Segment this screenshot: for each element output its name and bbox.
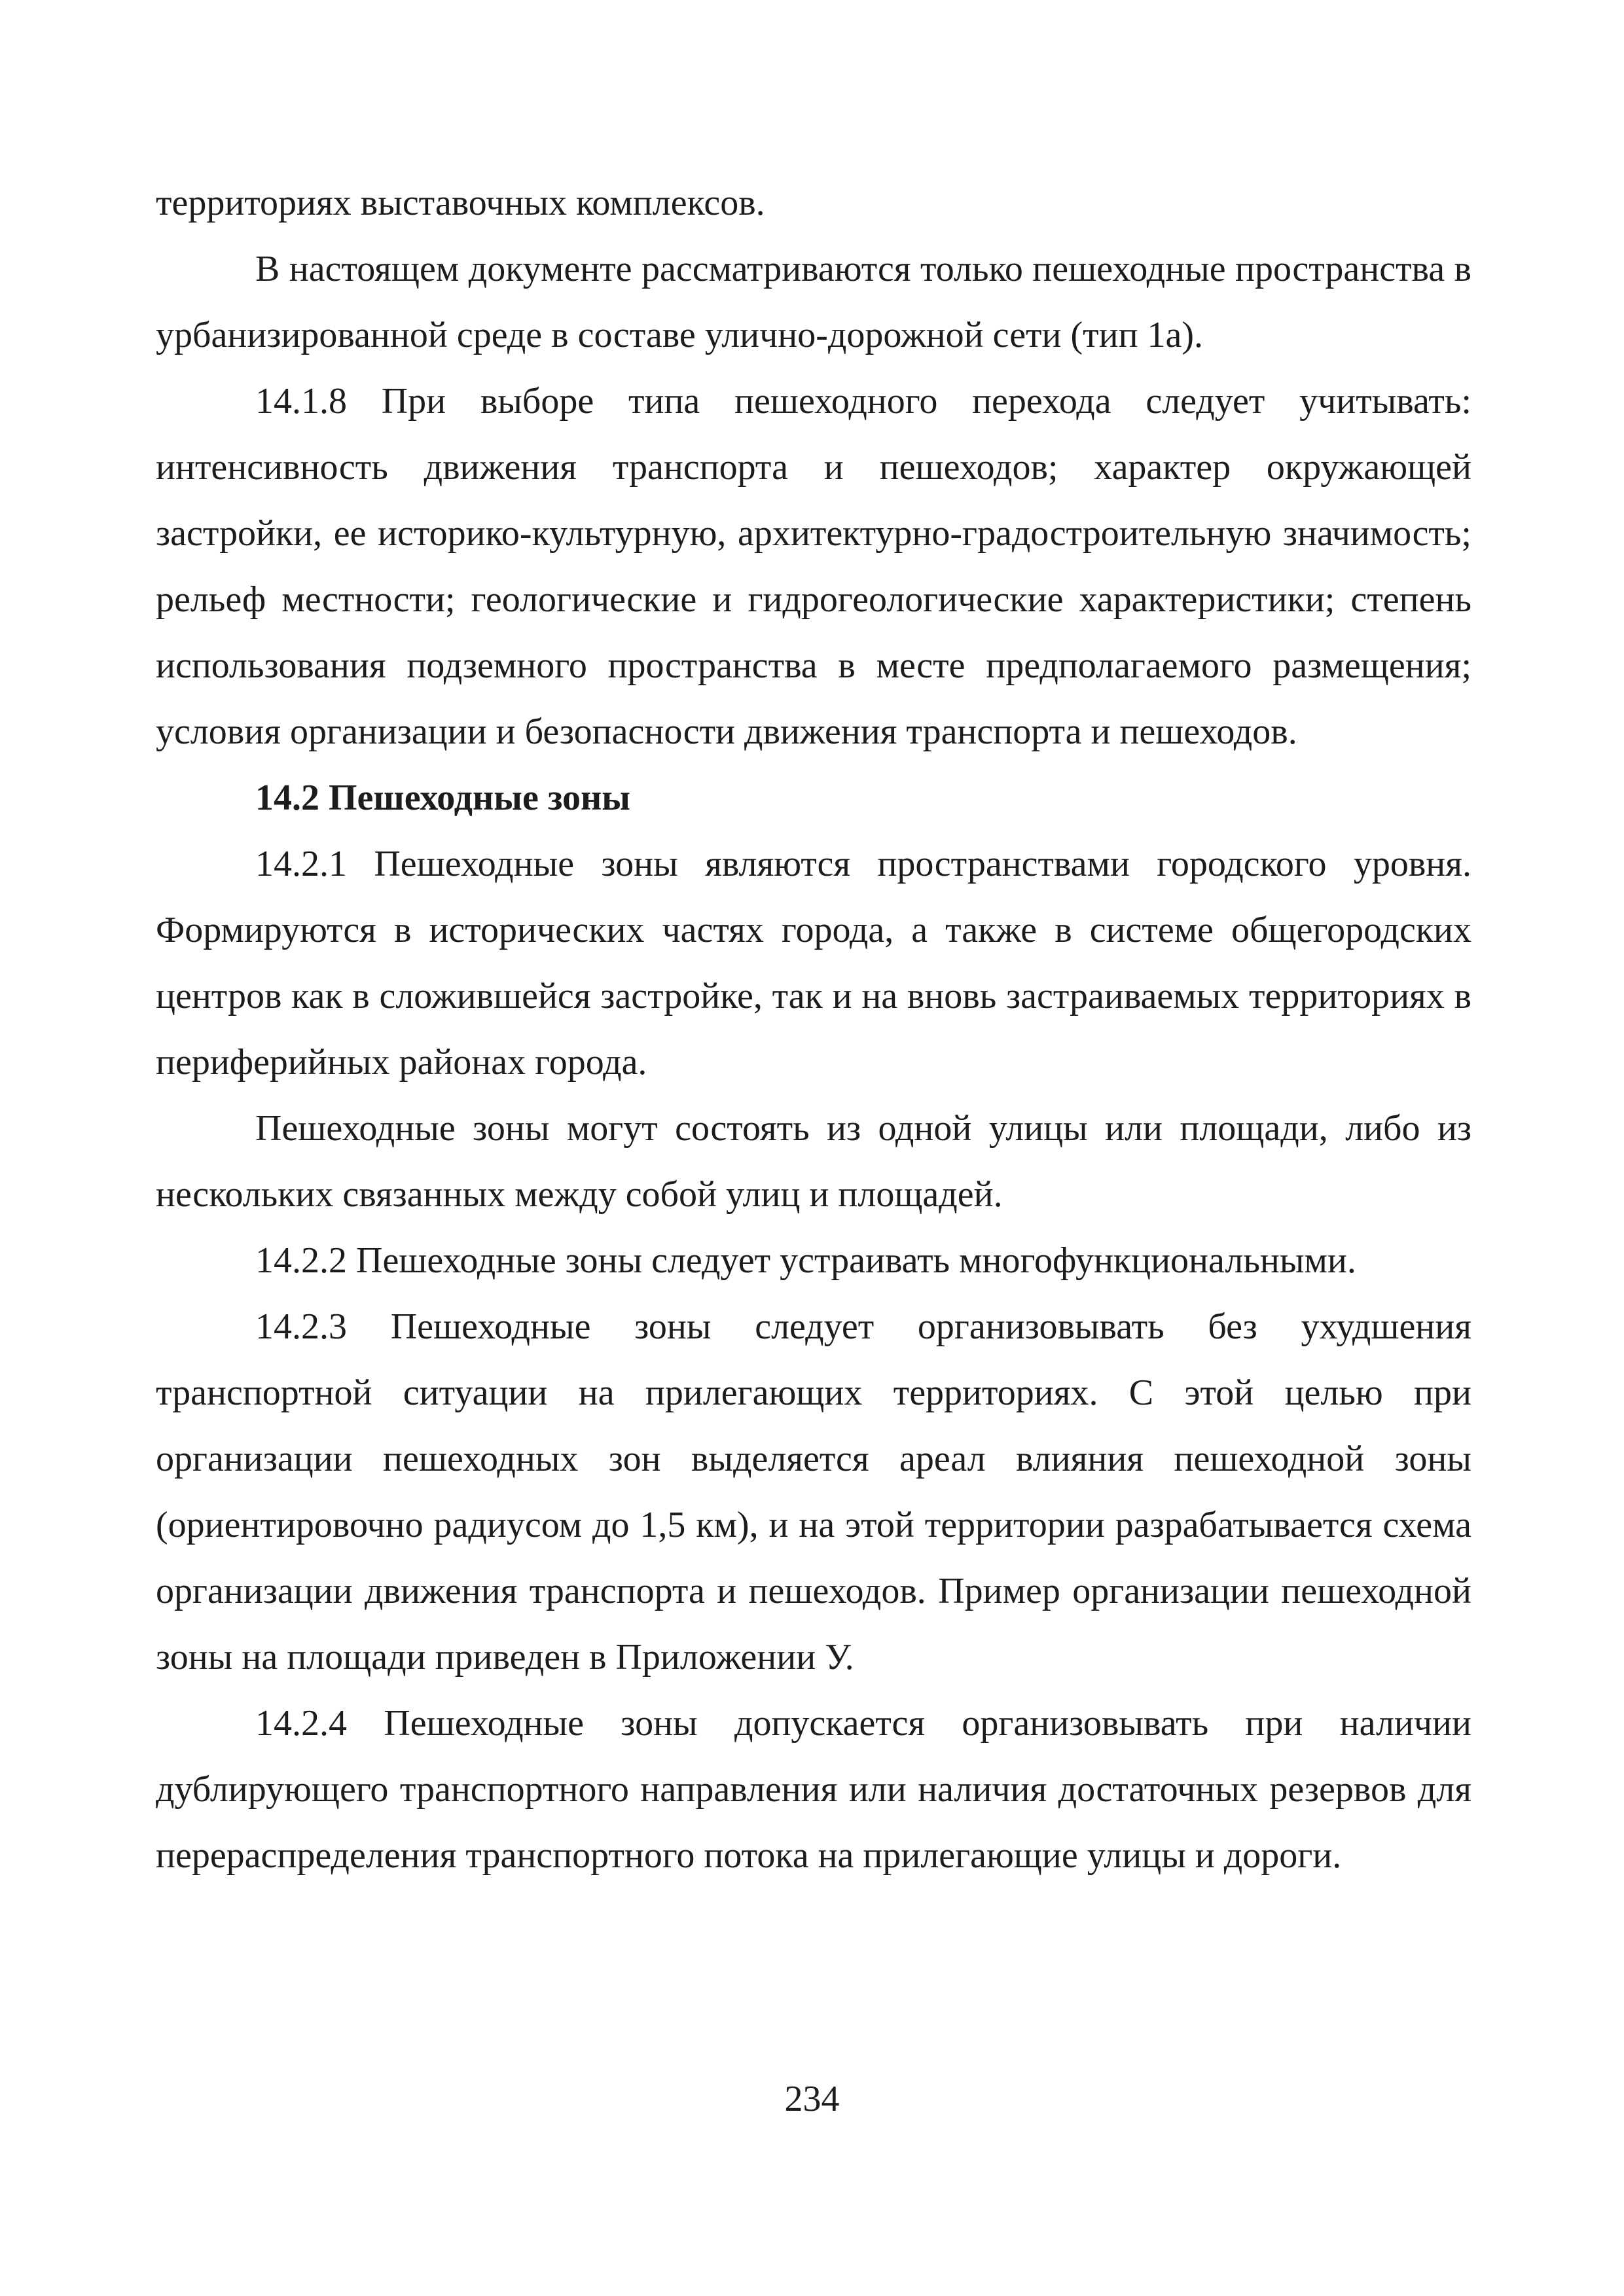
paragraph-continuation: территориях выставочных комплексов. [156,183,765,223]
section-heading: 14.2 Пешеходные зоны [255,778,631,818]
page-number: 234 [784,2079,840,2119]
paragraph-14-2-4: 14.2.4 Пешеходные зоны допускается организовывать при наличии дублирующего транспортного направления или наличия достаточных резервов для перераспределения транспортного потока на прилегающие улицы и дороги. [156,1703,1471,1876]
paragraph-14-1-8: 14.1.8 При выборе типа пешеходного перехода следует учитывать: интенсивность движения транспорта и пешеходов; характер окружающей застройки, ее историко-культурную, архитектурно-градостроительную значимость; рельеф местности; геологические и гидрогеологические характеристики; степень использования подземного пространства в месте предполагаемого размещения; условия организации и безопасности движения транспорта и пешеходов. [156,381,1471,752]
paragraph-14-2-1: 14.2.1 Пешеходные зоны являются пространствами городского уровня. Формируются в исторических частях города, а также в системе общегородских центров как в сложившейся застройке, так и на вновь застраиваемых территориях в периферийных районах города. [156,844,1471,1083]
paragraph-14-2-3: 14.2.3 Пешеходные зоны следует организовывать без ухудшения транспортной ситуации на прилегающих территориях. С этой целью при организации пешеходных зон выделяется ареал влияния пешеходной зоны (ориентировочно радиусом до 1,5 км), и на этой территории разрабатывается схема организации движения транспорта и пешеходов. Пример организации пешеходной зоны на площади приведен в Приложении У. [156,1306,1471,1677]
paragraph-14-2-1-continued: Пешеходные зоны могут состоять из одной улицы или площади, либо из нескольких связанных между собой улиц и площадей. [156,1108,1471,1215]
paragraph-scope: В настоящем документе рассматриваются только пешеходные пространства в урбанизированной среде в составе улично-дорожной сети (тип 1а). [156,249,1471,355]
paragraph-14-2-2: 14.2.2 Пешеходные зоны следует устраивать многофункциональными. [255,1240,1356,1281]
page-body [156,170,1471,1889]
